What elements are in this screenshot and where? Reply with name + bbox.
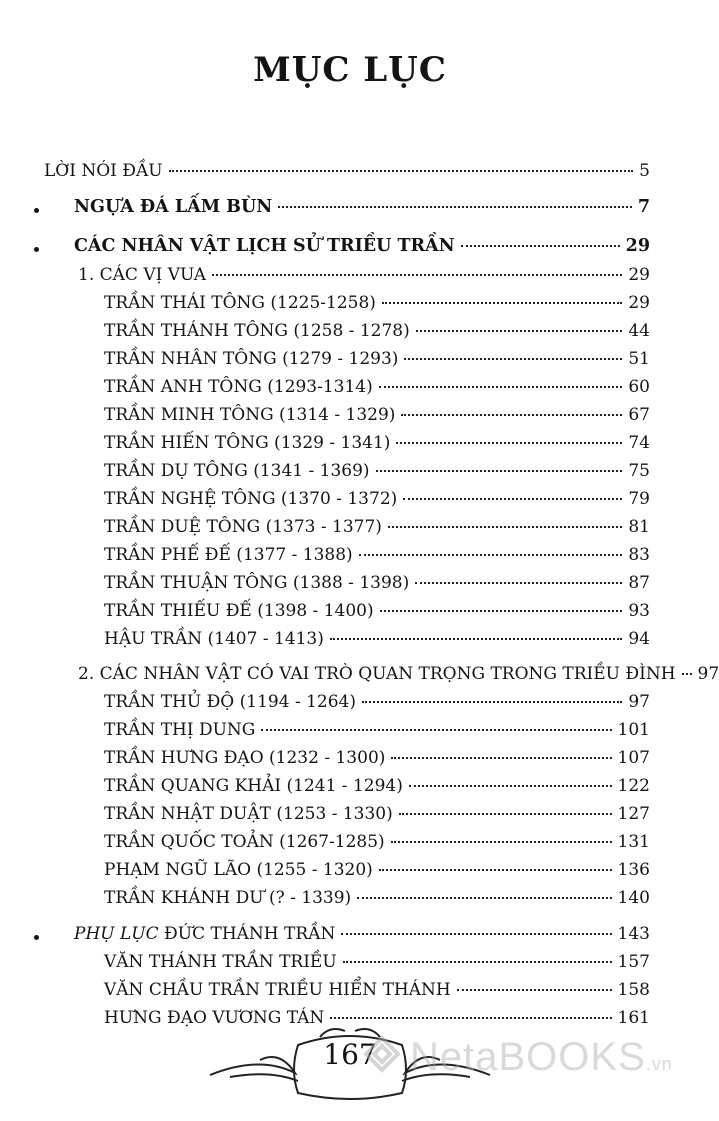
leader-dots <box>212 274 622 276</box>
toc-entry-page: 136 <box>617 860 650 880</box>
toc-entry <box>104 887 650 909</box>
toc-entry-page: 67 <box>628 405 650 425</box>
watermark-suffix: .vn <box>645 1054 673 1074</box>
toc-entry <box>104 292 650 314</box>
toc-entry-label: VĂN CHẦU TRẦN TRIỀU HIỂN THÁNH <box>104 980 451 1000</box>
toc-entry-page: 157 <box>617 952 650 972</box>
toc-entry-page: 83 <box>628 545 650 565</box>
leader-dots <box>379 386 623 388</box>
leader-dots <box>261 729 611 731</box>
toc-entry <box>44 160 650 182</box>
leader-dots <box>415 582 622 584</box>
bullet-icon <box>34 208 39 213</box>
leader-dots <box>380 610 623 612</box>
page-title: MỤC LỤC <box>253 50 447 90</box>
toc-entry-label: HƯNG ĐẠO VƯƠNG TÁN <box>104 1008 325 1028</box>
leader-dots <box>409 785 612 787</box>
leader-dots <box>330 638 622 640</box>
toc-entry-page: 97 <box>628 692 650 712</box>
toc-entry-page: 97 <box>697 664 719 684</box>
toc-entry-page: 143 <box>617 924 650 944</box>
toc-entry-label: TRẦN QUỐC TOẢN (1267-1285) <box>104 832 385 852</box>
toc-entry <box>104 348 650 370</box>
toc-entry-label: CÁC NHÂN VẬT LỊCH SỬ TRIỀU TRẦN <box>74 236 455 256</box>
toc-entry <box>74 235 650 257</box>
toc-entry-page: 122 <box>617 776 650 796</box>
toc-entry-label: 2. CÁC NHÂN VẬT CÓ VAI TRÒ QUAN TRỌNG TRONG TRIỀU ĐÌNH <box>78 664 676 684</box>
toc-entry <box>104 544 650 566</box>
leader-dots <box>379 869 612 871</box>
page-number: 167 <box>323 1038 377 1071</box>
leader-dots <box>391 841 612 843</box>
toc-entry <box>104 404 650 426</box>
toc-entry-label: TRẦN PHẾ ĐẾ (1377 - 1388) <box>104 545 353 565</box>
leader-dots <box>396 442 622 444</box>
toc-entry-label: VĂN THÁNH TRẦN TRIỀU <box>104 952 337 972</box>
toc-entry-page: 29 <box>625 236 650 256</box>
toc-entry-page: 87 <box>628 573 650 593</box>
toc-entry-page: 60 <box>628 377 650 397</box>
watermark <box>390 1035 673 1080</box>
leader-dots <box>341 933 611 935</box>
toc-entry <box>78 663 719 685</box>
toc-entry-label: TRẦN KHÁNH DƯ (? - 1339) <box>104 888 352 908</box>
leader-dots <box>343 961 612 963</box>
toc-entry-label: TRẦN DỤ TÔNG (1341 - 1369) <box>104 461 370 481</box>
toc-entry <box>104 600 650 622</box>
toc-entry-page: 107 <box>617 748 650 768</box>
toc-entry-label: TRẦN MINH TÔNG (1314 - 1329) <box>104 405 396 425</box>
toc-entry <box>104 376 650 398</box>
toc-entry-label: 1. CÁC VỊ VUA <box>78 265 207 285</box>
toc-entry <box>104 859 650 881</box>
leader-dots <box>388 526 622 528</box>
toc-entry-label: TRẦN THÁI TÔNG (1225-1258) <box>104 293 376 313</box>
toc-entry-page: 94 <box>628 629 650 649</box>
toc-entry-label: TRẦN HƯNG ĐẠO (1232 - 1300) <box>104 748 386 768</box>
toc-entry <box>78 264 650 286</box>
leader-dots <box>416 330 623 332</box>
toc-entry-label: TRẦN THÁNH TÔNG (1258 - 1278) <box>104 321 410 341</box>
toc-entry-label: TRẦN THỦ ĐỘ (1194 - 1264) <box>104 692 356 712</box>
leader-dots <box>278 206 632 208</box>
toc-entry-label: TRẦN THIẾU ĐẾ (1398 - 1400) <box>104 601 374 621</box>
toc-entry-page: 29 <box>628 265 650 285</box>
toc-entry-label: TRẦN NGHỆ TÔNG (1370 - 1372) <box>104 489 398 509</box>
toc-entry <box>104 747 650 769</box>
toc-entry <box>104 628 650 650</box>
toc-entry-page: 101 <box>617 720 650 740</box>
toc-entry-label: LỜI NÓI ĐẦU <box>44 161 163 181</box>
leader-dots <box>399 813 612 815</box>
toc-entry-page: 140 <box>617 888 650 908</box>
toc-entry-page: 131 <box>617 832 650 852</box>
leader-dots <box>359 554 623 556</box>
toc-entry <box>104 572 650 594</box>
leader-dots <box>391 757 611 759</box>
toc-entry-label: TRẦN THỊ DUNG <box>104 720 256 740</box>
bullet-icon <box>34 935 39 940</box>
toc-entry <box>104 460 650 482</box>
leader-dots <box>401 414 622 416</box>
toc-entry <box>104 979 650 1001</box>
toc-entry-label-text: ĐỨC THÁNH TRẦN <box>164 924 336 944</box>
leader-dots <box>376 470 623 472</box>
leader-dots <box>382 302 622 304</box>
toc-entry-page: 51 <box>628 349 650 369</box>
toc-entry-label: TRẦN ANH TÔNG (1293-1314) <box>104 377 373 397</box>
bullet-icon <box>34 247 39 252</box>
toc-entry <box>104 488 650 510</box>
toc-entry-page: 93 <box>628 601 650 621</box>
toc-entry-label: TRẦN HIẾN TÔNG (1329 - 1341) <box>104 433 391 453</box>
toc-entry-label-italic: PHỤ LỤC <box>74 924 159 944</box>
toc-entry <box>104 320 650 342</box>
toc-entry-page: 75 <box>628 461 650 481</box>
toc-entry-page: 161 <box>617 1008 650 1028</box>
watermark-text: NetaBOOKS <box>410 1035 646 1079</box>
toc-entry-page: 127 <box>617 804 650 824</box>
toc-entry-page: 44 <box>628 321 650 341</box>
toc-entry <box>104 432 650 454</box>
toc-entry-page: 7 <box>637 197 650 217</box>
leader-dots <box>362 701 622 703</box>
toc-entry <box>74 923 650 945</box>
leader-dots <box>461 245 620 247</box>
toc-entry <box>104 803 650 825</box>
toc-entry-page: 158 <box>617 980 650 1000</box>
leader-dots <box>682 673 692 675</box>
leader-dots <box>357 897 611 899</box>
leader-dots <box>404 358 622 360</box>
toc-entry-page: 74 <box>628 433 650 453</box>
toc-entry-page: 5 <box>639 161 650 181</box>
toc-entry-label: TRẦN NHẬT DUẬT (1253 - 1330) <box>104 804 393 824</box>
toc-entry <box>104 831 650 853</box>
toc-entry <box>104 775 650 797</box>
toc-entry-label: TRẦN THUẬN TÔNG (1388 - 1398) <box>104 573 410 593</box>
toc-entry-label: TRẦN QUANG KHẢI (1241 - 1294) <box>104 776 403 796</box>
toc-entry <box>104 691 650 713</box>
leader-dots <box>169 170 634 172</box>
toc-entry <box>74 196 650 218</box>
toc-entry-page: 29 <box>628 293 650 313</box>
leader-dots <box>457 989 612 991</box>
toc-entry <box>104 951 650 973</box>
toc-entry-label: TRẦN DUỆ TÔNG (1373 - 1377) <box>104 517 382 537</box>
toc-entry-label: HẬU TRẦN (1407 - 1413) <box>104 629 324 649</box>
toc-entry-page: 81 <box>628 517 650 537</box>
toc-entry-label: NGỰA ĐÁ LẤM BÙN <box>74 197 273 217</box>
leader-dots <box>403 498 622 500</box>
toc-entry-page: 79 <box>628 489 650 509</box>
toc-entry <box>104 516 650 538</box>
toc-entry-label <box>74 923 335 945</box>
toc-entry-label: PHẠM NGŨ LÃO (1255 - 1320) <box>104 860 373 880</box>
toc-entry <box>104 719 650 741</box>
toc-entry-label: TRẦN NHÂN TÔNG (1279 - 1293) <box>104 349 399 369</box>
